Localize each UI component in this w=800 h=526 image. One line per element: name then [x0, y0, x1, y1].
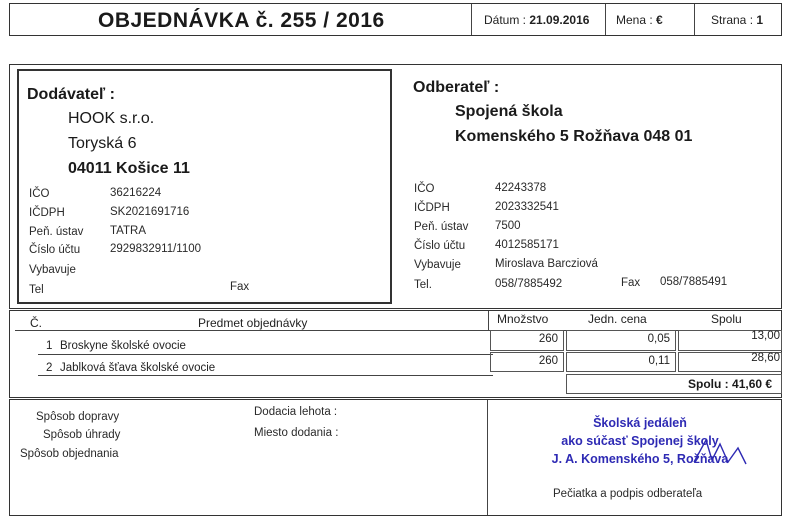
currency-label: Mena :	[616, 13, 653, 27]
supplier-contact-label: Vybavuje	[29, 264, 76, 276]
col-header-no: Č.	[30, 316, 42, 330]
table-row-2-qty: 260	[538, 355, 558, 367]
col-header-qty: Množstvo	[497, 312, 549, 326]
delivery-place-label: Miesto dodania :	[254, 427, 339, 439]
footer-divider	[487, 400, 488, 515]
page-label: Strana :	[711, 13, 754, 27]
signature-mark	[690, 436, 750, 468]
supplier-bank-value: TATRA	[110, 225, 146, 237]
date-value: 21.09.2016	[529, 13, 590, 27]
order-method-label: Spôsob objednania	[20, 448, 119, 460]
sum-value: 41,60 €	[732, 377, 773, 391]
customer-account-value: 4012585171	[495, 239, 559, 251]
currency-field	[616, 13, 663, 27]
document-title: OBJEDNÁVKA č. 255 / 2016	[98, 9, 385, 32]
payment-label: Spôsob úhrady	[43, 429, 121, 441]
col-header-total: Spolu	[711, 312, 742, 326]
supplier-name: HOOK s.r.o.	[68, 110, 155, 127]
transport-label: Spôsob dopravy	[36, 411, 120, 423]
header-divider	[694, 4, 695, 35]
customer-bank-value: 7500	[495, 220, 521, 232]
stamp-line-2: ako súčasť Spojenej školy	[561, 434, 719, 448]
supplier-bank-label: Peň. ústav	[29, 226, 84, 238]
table-row-2-unit-price: 0,11	[648, 355, 670, 367]
sum-row	[688, 377, 772, 391]
signature-label: Pečiatka a podpis odberateľa	[553, 488, 703, 500]
table-row-2-no: 2	[46, 362, 53, 374]
table-row-2-item: Jablková šťava školské ovocie	[60, 362, 216, 374]
table-col-divider	[488, 311, 489, 330]
customer-icdph-value: 2023332541	[495, 201, 559, 213]
customer-contact-value: Miroslava Barcziová	[495, 258, 598, 270]
supplier-account-label: Číslo účtu	[29, 244, 81, 256]
customer-ico-value: 42243378	[495, 182, 547, 194]
customer-fax-label: Fax	[621, 277, 641, 289]
date-field	[484, 13, 589, 27]
supplier-city: 04011 Košice 11	[68, 160, 190, 177]
supplier-title: Dodávateľ :	[27, 86, 115, 103]
supplier-ico-label: IČO	[29, 188, 50, 200]
table-row-1-no: 1	[46, 340, 53, 352]
col-header-item: Predmet objednávky	[198, 316, 308, 330]
customer-account-label: Číslo účtu	[414, 240, 466, 252]
customer-name: Spojená škola	[455, 103, 563, 120]
supplier-ico-value: 36216224	[110, 187, 162, 199]
table-row-1-total: 13,00	[751, 330, 780, 342]
customer-address: Komenského 5 Rožňava 048 01	[455, 128, 693, 145]
table-row-1-qty: 260	[538, 333, 558, 345]
sum-label: Spolu :	[688, 377, 729, 391]
table-row-1-unit-price: 0,05	[647, 333, 670, 345]
customer-title: Odberateľ :	[413, 79, 500, 96]
stamp-line-1: Školská jedáleň	[593, 416, 687, 430]
supplier-tel-label: Tel	[29, 284, 44, 296]
customer-contact-label: Vybavuje	[414, 259, 461, 271]
supplier-account-value: 2929832911/1100	[110, 243, 202, 255]
customer-tel-label: Tel.	[414, 279, 432, 291]
customer-icdph-label: IČDPH	[414, 202, 450, 214]
header-divider	[471, 4, 472, 35]
table-row-1-item: Broskyne školské ovocie	[60, 340, 186, 352]
supplier-icdph-label: IČDPH	[29, 207, 65, 219]
customer-fax-value: 058/7885491	[660, 276, 728, 288]
page-value: 1	[756, 13, 764, 27]
customer-bank-label: Peň. ústav	[414, 221, 469, 233]
currency-value: €	[656, 13, 663, 27]
delivery-term-label: Dodacia lehota :	[254, 406, 338, 418]
row-2-underline	[38, 375, 493, 376]
stamp-line-3: J. A. Komenského 5, Rožňava	[551, 452, 729, 466]
page-field	[711, 13, 763, 27]
customer-tel-value: 058/7885492	[495, 278, 563, 290]
col-header-unit-price: Jedn. cena	[588, 312, 647, 326]
customer-ico-label: IČO	[414, 183, 435, 195]
header-divider	[605, 4, 606, 35]
table-row-2-total: 28,60	[751, 352, 780, 364]
supplier-icdph-value: SK2021691716	[110, 206, 190, 218]
date-label: Dátum :	[484, 13, 527, 27]
supplier-fax-label: Fax	[230, 281, 250, 293]
row-1-underline	[38, 354, 493, 355]
supplier-street: Toryská 6	[68, 135, 137, 152]
